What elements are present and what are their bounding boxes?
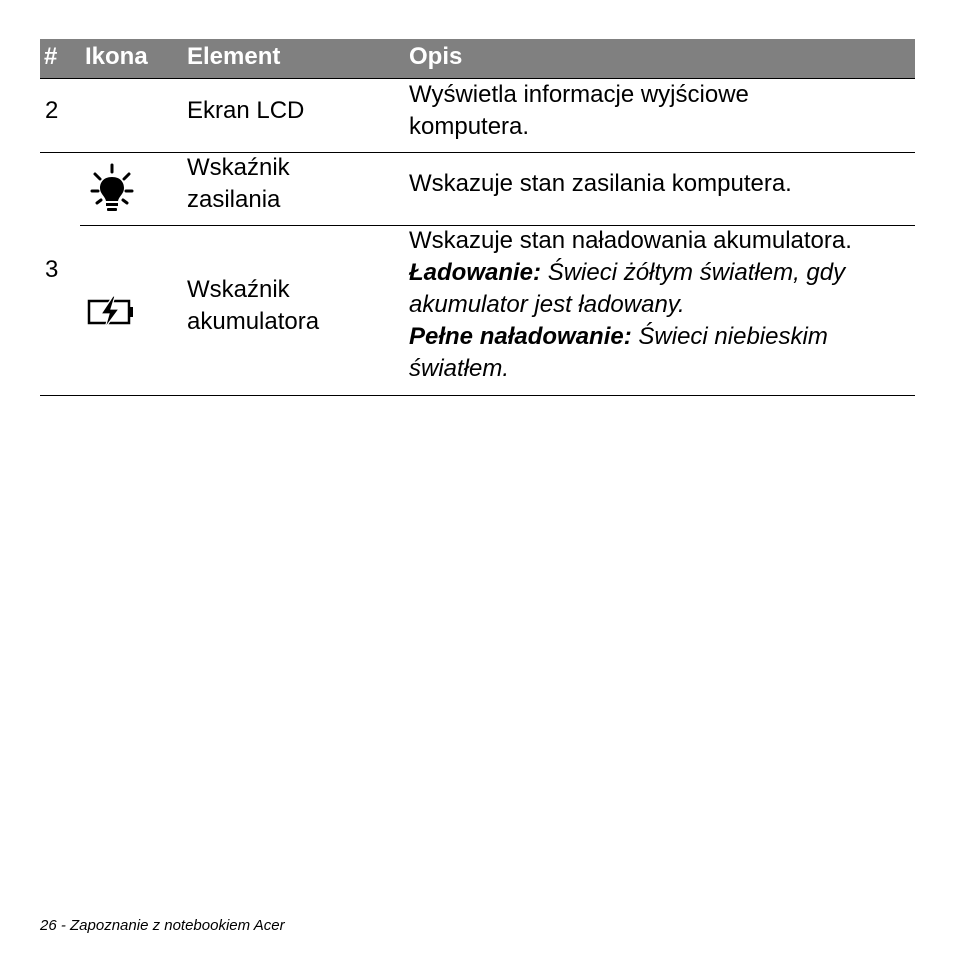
- row-3b-element: Wskaźnik akumulatora: [187, 276, 320, 335]
- row-2-element: Ekran LCD: [187, 97, 305, 124]
- table-header: [40, 39, 915, 78]
- charging-label: Ładowanie:: [409, 259, 542, 286]
- row-3a-element: Wskaźnik zasilania: [187, 154, 290, 213]
- charging-text-1: Świeci żółtym światłem, gdy: [547, 259, 846, 286]
- full-text-1: Świeci niebieskim: [638, 323, 828, 350]
- row-3b-description: [409, 225, 915, 385]
- full-label: Pełne naładowanie:: [409, 323, 632, 350]
- charging-line-2: [409, 289, 915, 321]
- full-line-2: [409, 353, 915, 385]
- battery-status-intro: Wskazuje stan naładowania akumulatora.: [409, 227, 852, 254]
- full-text-2: światłem.: [409, 355, 510, 382]
- full-line: [409, 321, 915, 353]
- power-indicator-bulb-icon: [88, 163, 136, 224]
- table-bottom-rule: [40, 395, 915, 396]
- battery-charging-icon: [87, 295, 135, 338]
- row-3-num: 3: [45, 256, 59, 283]
- row-2-num: 2: [45, 97, 59, 124]
- row-2-rule: [40, 152, 915, 153]
- header-num: #: [44, 43, 58, 70]
- charging-line: [409, 257, 915, 289]
- page-footer: 26 - Zapoznanie z notebookiem Acer: [40, 917, 285, 934]
- header-description: Opis: [409, 43, 463, 70]
- charging-text-2: akumulator jest ładowany.: [409, 291, 685, 318]
- header-element: Element: [187, 43, 281, 70]
- row-2-description: Wyświetla informacje wyjściowe komputera.: [409, 81, 749, 140]
- header-icon: Ikona: [85, 43, 148, 70]
- row-3a-description: Wskazuje stan zasilania komputera.: [409, 170, 792, 197]
